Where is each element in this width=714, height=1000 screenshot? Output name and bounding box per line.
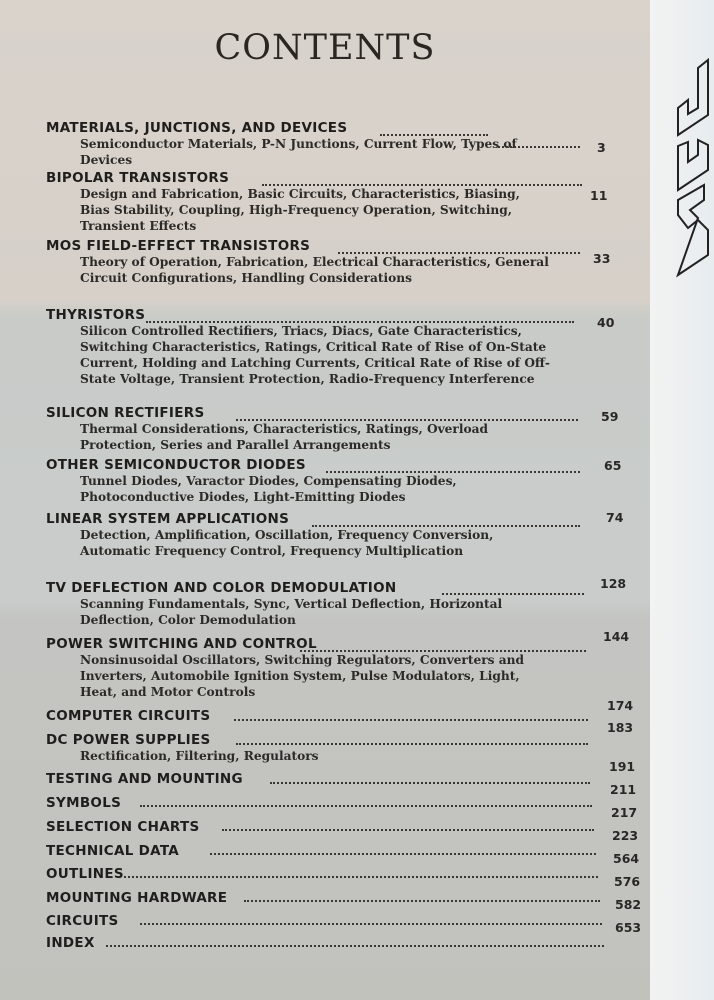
page-number: 59 bbox=[601, 409, 619, 424]
toc-entry[interactable] bbox=[46, 636, 646, 700]
leader-dots bbox=[124, 876, 598, 878]
toc-entry[interactable] bbox=[46, 819, 646, 835]
page-number: 128 bbox=[600, 576, 627, 591]
toc-heading: COMPUTER CIRCUITS bbox=[46, 708, 211, 724]
page-number: 40 bbox=[597, 315, 615, 330]
toc-entry[interactable] bbox=[46, 511, 646, 559]
toc-heading: TESTING AND MOUNTING bbox=[46, 771, 243, 787]
toc-entry[interactable] bbox=[46, 238, 646, 286]
leader-dots bbox=[300, 650, 586, 652]
page-title: CONTENTS bbox=[214, 28, 436, 68]
leader-dots bbox=[326, 471, 580, 473]
toc-entry[interactable] bbox=[46, 580, 646, 628]
leader-dots bbox=[244, 900, 600, 902]
leader-dots bbox=[106, 945, 604, 947]
toc-subtopics: Detection, Amplification, Oscillation, Frequency Conversion, Automatic Frequency Control, Frequency Multiplication bbox=[80, 528, 494, 558]
toc-heading: MATERIALS, JUNCTIONS, AND DEVICES bbox=[46, 120, 348, 136]
toc-subtopics: Semiconductor Materials, P-N Junctions, Current Flow, Types of Devices bbox=[80, 137, 517, 167]
toc-entry[interactable] bbox=[46, 795, 646, 811]
page-number: 191 bbox=[609, 759, 636, 774]
toc-subtopics: Silicon Controlled Rectifiers, Triacs, Diacs, Gate Characteristics, Switching Characteristics, Ratings, Critical Rate of Rise of On-State Current, Holding and Latching Currents, Critical Rate of Rise of Off-State Voltage, Transient Protection, Radio-Frequency Interference bbox=[80, 324, 550, 386]
toc-entry[interactable] bbox=[46, 170, 646, 234]
toc-subtopics: Theory of Operation, Fabrication, Electrical Characteristics, General Circuit Configurations, Handling Considerations bbox=[80, 255, 549, 285]
leader-dots bbox=[140, 923, 602, 925]
leader-dots bbox=[498, 146, 580, 148]
toc-heading: TV DEFLECTION AND COLOR DEMODULATION bbox=[46, 580, 397, 596]
toc-heading: OTHER SEMICONDUCTOR DIODES bbox=[46, 457, 306, 473]
toc-entry[interactable] bbox=[46, 708, 646, 724]
toc-heading: SELECTION CHARTS bbox=[46, 819, 200, 835]
toc-heading: POWER SWITCHING AND CONTROL bbox=[46, 636, 317, 652]
toc-entry[interactable] bbox=[46, 457, 646, 505]
toc-entry[interactable] bbox=[46, 935, 646, 951]
leader-dots bbox=[270, 782, 590, 784]
toc-heading: CIRCUITS bbox=[46, 913, 119, 929]
toc-subtopics: Scanning Fundamentals, Sync, Vertical Deflection, Horizontal Deflection, Color Demodulation bbox=[80, 597, 503, 627]
leader-dots bbox=[262, 184, 582, 186]
toc-heading: SYMBOLS bbox=[46, 795, 122, 811]
toc-subtopics: Rectification, Filtering, Regulators bbox=[80, 749, 319, 763]
toc-subtopics: Design and Fabrication, Basic Circuits, Characteristics, Biasing, Bias Stability, Coupling, High-Frequency Operation, Switching, Transient Effects bbox=[80, 187, 520, 233]
toc-entry[interactable] bbox=[46, 890, 646, 906]
leader-dots bbox=[146, 321, 574, 323]
toc-entry[interactable] bbox=[46, 120, 646, 168]
page-number: 11 bbox=[590, 188, 608, 203]
leader-dots bbox=[210, 853, 596, 855]
toc-subtopics: Thermal Considerations, Characteristics, Ratings, Overload Protection, Series and Parallel Arrangements bbox=[80, 422, 489, 452]
page-number: 223 bbox=[612, 828, 639, 843]
toc-heading: OUTLINES bbox=[46, 866, 124, 882]
page-number: 217 bbox=[611, 805, 638, 820]
toc-heading: INDEX bbox=[46, 935, 95, 951]
toc-entry[interactable] bbox=[46, 843, 646, 859]
page-number: 65 bbox=[604, 458, 622, 473]
rca-logo-icon bbox=[668, 50, 714, 280]
leader-dots bbox=[236, 419, 578, 421]
toc-heading: TECHNICAL DATA bbox=[46, 843, 180, 859]
page-number: 653 bbox=[615, 920, 642, 935]
leader-dots bbox=[312, 525, 580, 527]
page-number: 144 bbox=[603, 629, 630, 644]
toc-heading: THYRISTORS bbox=[46, 307, 146, 323]
leader-dots bbox=[222, 829, 594, 831]
leader-dots bbox=[234, 719, 588, 721]
toc-entry[interactable] bbox=[46, 913, 646, 929]
toc-heading: SILICON RECTIFIERS bbox=[46, 405, 205, 421]
page-number: 576 bbox=[614, 874, 641, 889]
page-number: 564 bbox=[613, 851, 640, 866]
toc-entry[interactable] bbox=[46, 771, 646, 787]
toc-heading: BIPOLAR TRANSISTORS bbox=[46, 170, 230, 186]
page-number: 174 bbox=[607, 698, 634, 713]
toc-heading: LINEAR SYSTEM APPLICATIONS bbox=[46, 511, 290, 527]
toc-entry[interactable] bbox=[46, 866, 646, 882]
page-number: 3 bbox=[597, 140, 606, 155]
leader-dots bbox=[140, 805, 592, 807]
page-number: 183 bbox=[607, 720, 634, 735]
toc-subtopics: Tunnel Diodes, Varactor Diodes, Compensating Diodes, Photoconductive Diodes, Light-Emitting Diodes bbox=[80, 474, 457, 504]
page-number: 74 bbox=[606, 510, 624, 525]
toc-heading: MOUNTING HARDWARE bbox=[46, 890, 228, 906]
leader-dots bbox=[380, 134, 488, 136]
page-number: 582 bbox=[615, 897, 642, 912]
toc-heading: MOS FIELD-EFFECT TRANSISTORS bbox=[46, 238, 311, 254]
toc-entry[interactable] bbox=[46, 732, 646, 764]
toc-entry[interactable] bbox=[46, 405, 646, 453]
toc-subtopics: Nonsinusoidal Oscillators, Switching Regulators, Converters and Inverters, Automobile Ignition System, Pulse Modulators, Light, Heat, and Motor Controls bbox=[80, 653, 525, 699]
page-number: 33 bbox=[593, 251, 611, 266]
toc-entry[interactable] bbox=[46, 307, 646, 387]
leader-dots bbox=[338, 252, 580, 254]
leader-dots bbox=[442, 593, 584, 595]
page-number: 211 bbox=[610, 782, 637, 797]
leader-dots bbox=[236, 743, 588, 745]
toc-heading: DC POWER SUPPLIES bbox=[46, 732, 211, 748]
